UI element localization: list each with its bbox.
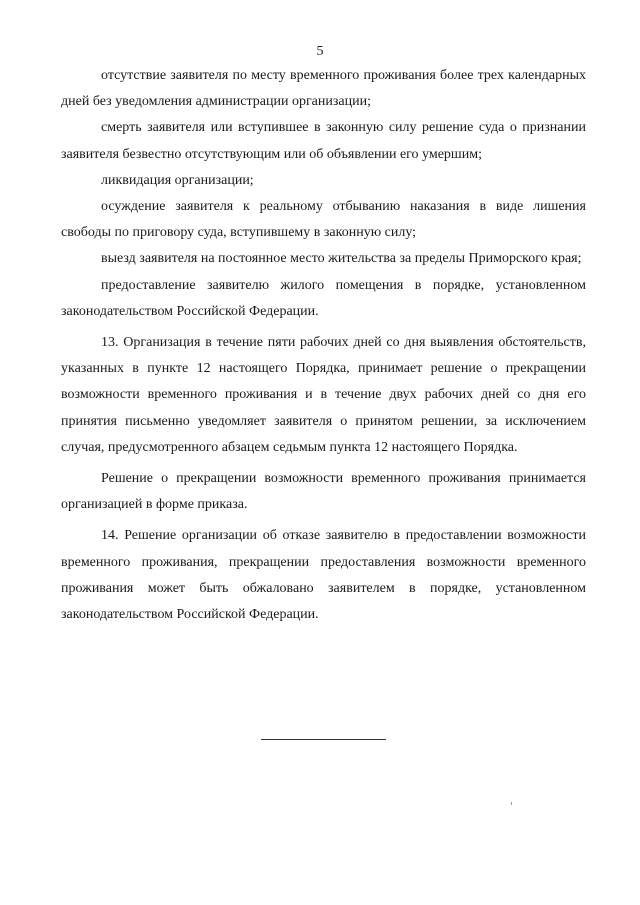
paragraph-housing: предоставление заявителю жилого помещения в порядке, установленном законодательством Российской Федерации. [61, 277, 586, 319]
paragraph-death: смерть заявителя или вступившее в законную силу решение суда о признании заявителя безвестно отсутствующим или об объявлении его умершим; [61, 120, 586, 162]
paragraph-departure: выезд заявителя на постоянное место жительства за пределы Приморского края; [101, 251, 582, 267]
paragraph-conviction: осуждение заявителя к реальному отбыванию наказания в виде лишения свободы по приговору суда, вступившему в законную силу; [61, 199, 586, 241]
end-separator-line [261, 739, 386, 740]
paragraph-item-14: 14. Решение организации об отказе заявителю в предоставлении возможности временного проживания, прекращении предоставления возможности временного проживания может быть обжаловано заявителем в порядке, установленном законодательством Российской Федерации. [61, 528, 586, 623]
paragraph-item-13: 13. Организация в течение пяти рабочих дней со дня выявления обстоятельств, указанных в пункте 12 настоящего Порядка, принимает решение о прекращении возможности временного проживания и в течение двух рабочих дней со дня его принятия письменно уведомляет заявителя о принятом решении, за исключением случая, предусмотренного абзацем седьмым пункта 12 настоящего Порядка. [61, 335, 586, 455]
paragraph-decision: Решение о прекращении возможности временного проживания принимается организацией в форме приказа. [61, 471, 586, 513]
page-number: 5 [316, 44, 324, 59]
paragraph-liquidation: ликвидация организации; [101, 172, 254, 188]
paragraph-absence: отсутствие заявителя по месту временного проживания более трех календарных дней без уведомления администрации организации; [61, 68, 586, 110]
document-body [61, 63, 586, 628]
scan-speck [511, 802, 512, 805]
